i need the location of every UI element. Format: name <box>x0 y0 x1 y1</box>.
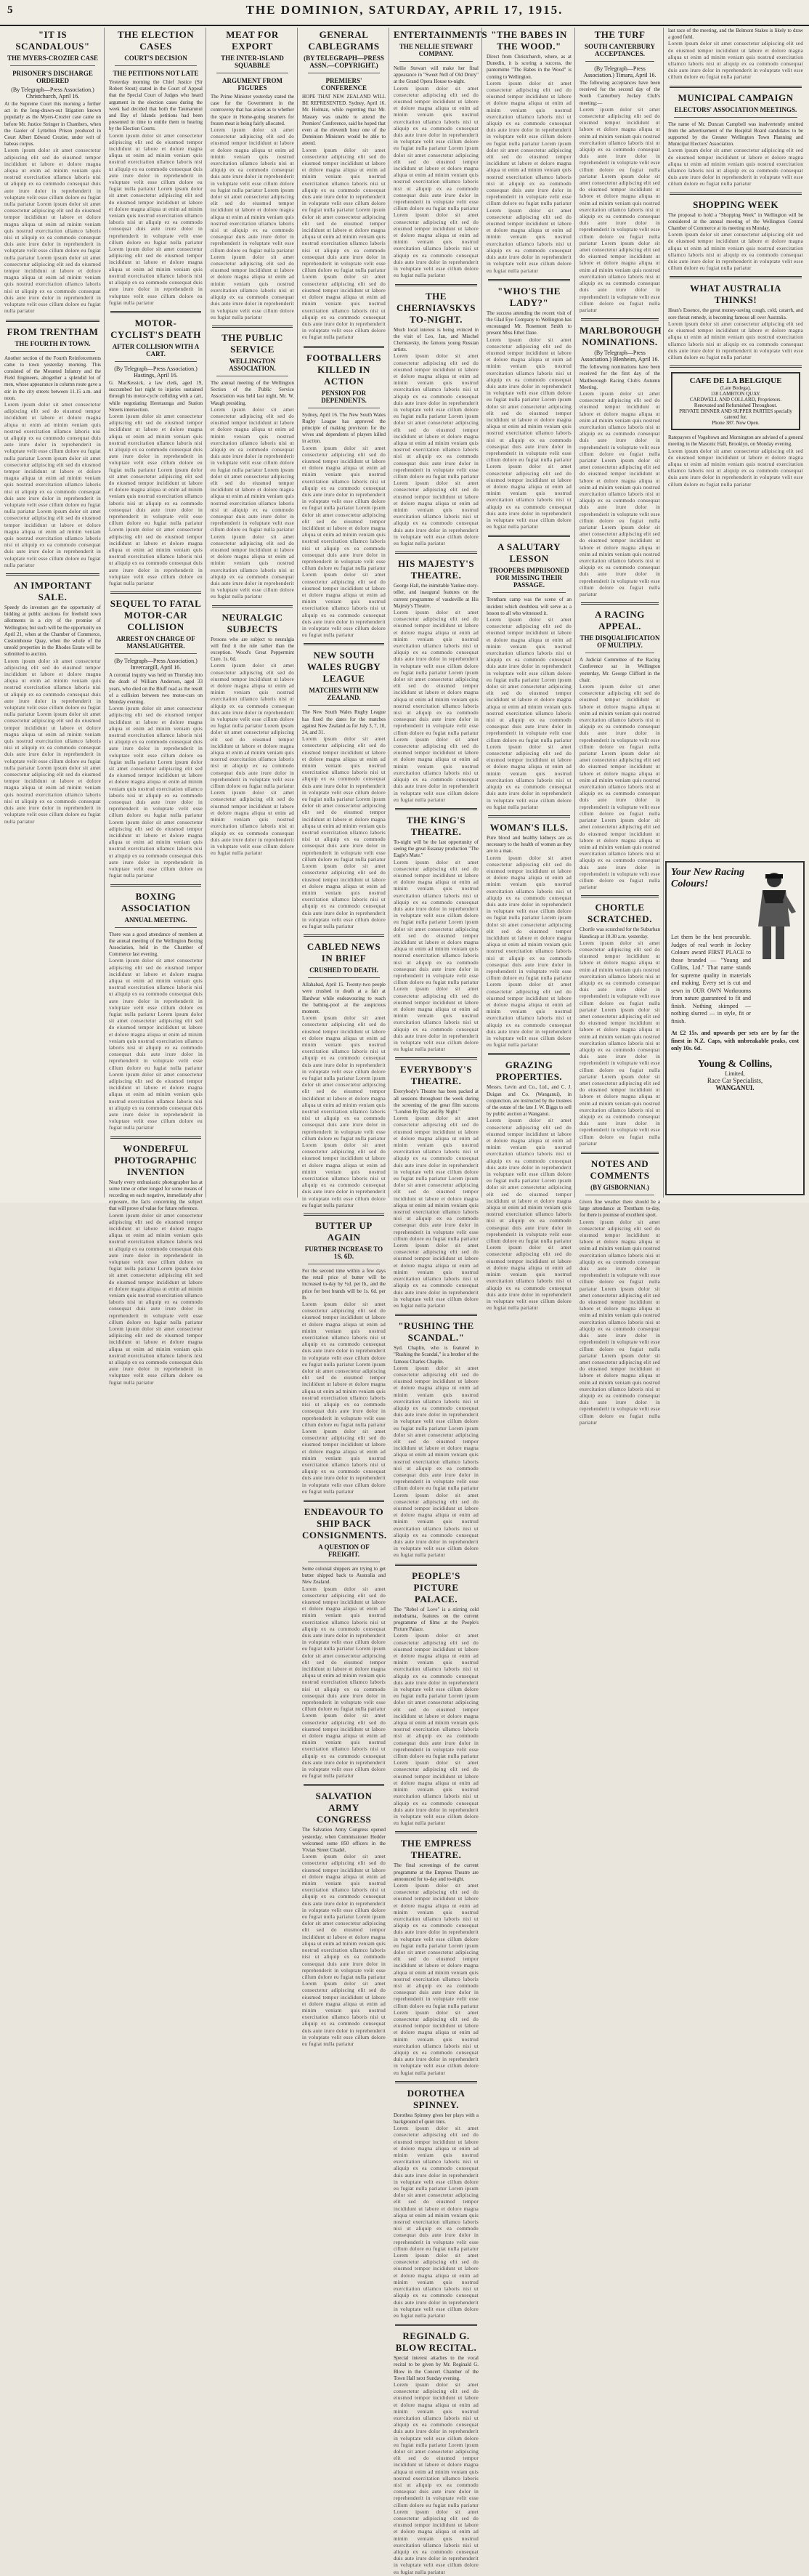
article-subhead-2: PRISONER'S DISCHARGE ORDERED <box>12 70 93 84</box>
article <box>394 815 479 1054</box>
article-subhead: THE DISQUALIFICATION OF MULTIPLY. <box>580 634 660 650</box>
article <box>4 580 101 825</box>
article <box>302 1790 386 2048</box>
body-texture: Lorem ipsum dolor sit amet consectetur adipiscing elit sed do eiusmod tempor incididunt ut labore et dolore magna aliqua ut enim ad minim veniam quis nostrud exercitation ullamco laboris nisi ut aliquip ex ea commodo consequat duis aute irure dolor in reprehenderit in voluptate velit esse cillum dolore eu fugiat nulla pariatur Lorem ipsum dolor sit amet consectetur adipiscing elit sed do eiusmod tempor incididunt ut labore et dolore magna aliqua ut enim ad minim veniam quis nostrud exercitation ullamco laboris nisi ut aliquip ex ea commodo consequat duis aute irure dolor in reprehenderit in voluptate velit esse cillum dolore eu fugiat nulla pariatur Lorem ipsum dolor sit amet consectetur adipiscing elit sed do eiusmod tempor incididunt ut labore et dolore magna aliqua ut enim ad minim veniam quis nostrud exercitation ullamco laboris nisi ut aliquip ex ea commodo consequat duis aute irure dolor in reprehenderit in voluptate velit esse cillum dolore eu fugiat nulla pariatur <box>487 336 572 530</box>
rule <box>308 977 380 978</box>
masthead <box>0 0 809 26</box>
article-headline: WONDERFUL PHOTOGRAPHIC INVENTION <box>114 1142 198 1177</box>
article-subhead: (BY TELEGRAPH—PRESS ASSN.—COPYRIGHT.) <box>304 54 384 69</box>
article-divider <box>395 1057 477 1059</box>
column-6 <box>484 28 575 1312</box>
body-texture: Lorem ipsum dolor sit amet consectetur adipiscing elit sed do eiusmod tempor incididunt ut labore et dolore magna aliqua ut enim ad minim veniam quis nostrud exercitation ullamco laboris nisi ut aliquip ex ea commodo consequat duis aute irure dolor in reprehenderit in voluptate velit esse cillum dolore eu fugiat nulla pariatur <box>668 320 803 360</box>
rule <box>674 117 797 118</box>
article-body: There was a good attendance of members at the annual meeting of the Wellington Boxing Association, held in the Chamber of Commerce last evening. <box>109 931 203 958</box>
article-subhead: COURT'S DECISION <box>124 54 187 62</box>
article-dateline: (By Telegraph—Press Association.) Blenheim, April 16. <box>580 350 659 363</box>
article-headline: THE TURF <box>594 29 646 40</box>
article <box>394 1838 479 2077</box>
article-headline: "RUSHING THE SCANDAL." <box>398 1320 474 1344</box>
article-headline: WOMAN'S ILLS. <box>489 821 569 833</box>
article <box>4 326 101 570</box>
article-divider <box>488 1053 570 1055</box>
article <box>4 29 101 315</box>
column-5 <box>391 28 488 2575</box>
article-divider <box>395 284 477 286</box>
article-divider <box>304 1784 384 1786</box>
rule <box>10 351 95 352</box>
body-texture: Lorem ipsum dolor sit amet consectetur adipiscing elit sed do eiusmod tempor incididunt ut labore et dolore magna aliqua ut enim ad minim veniam quis nostrud exercitation ullamco laboris nisi ut aliquip ex ea commodo consequat duis aute irure dolor in reprehenderit in voluptate velit esse cillum dolore eu fugiat nulla pariatur Lorem ipsum dolor sit amet consectetur adipiscing elit sed do eiusmod tempor incididunt ut labore et dolore magna aliqua ut enim ad minim veniam quis nostrud exercitation ullamco laboris nisi ut aliquip ex ea commodo consequat duis aute irure dolor in reprehenderit in voluptate velit esse cillum dolore eu fugiat nulla pariatur Lorem ipsum dolor sit amet consectetur adipiscing elit sed do eiusmod tempor incididunt ut labore et dolore magna aliqua ut enim ad minim veniam quis nostrud exercitation ullamco laboris nisi ut aliquip ex ea commodo consequat duis aute irure dolor in reprehenderit in voluptate velit esse cillum dolore eu fugiat nulla pariatur <box>394 1633 479 1827</box>
article-body: Pure blood and healthy kidneys are as necessary to the health of women as they are to a man. <box>487 834 572 855</box>
article-body: The New South Wales Rugby League has fixed the dates for the matches against New Zealand as for July 3, 7, 10, 24, and 31. <box>302 709 386 736</box>
article <box>394 558 479 804</box>
article-body: For the second time within a few days the retail price of butter will be increased to-day by ½d. per lb., and the price for best brands will be 1s. 6d. per lb. <box>302 1268 386 1301</box>
article <box>668 92 803 188</box>
article-subhead: PENSION FOR DEPENDENTS. <box>321 389 367 404</box>
article-dateline: (By Telegraph—Press Association.) Hastings, April 16. <box>114 365 198 379</box>
cafe-ad-sub: (Late Bodega), <box>720 385 751 392</box>
article-divider <box>395 808 477 810</box>
article-subhead: ARREST ON CHARGE OF MANSLAUGHTER. <box>116 635 195 650</box>
body-texture: Lorem ipsum dolor sit amet consectetur adipiscing elit sed do eiusmod tempor incididunt ut labore et dolore magna aliqua ut enim ad minim veniam quis nostrud exercitation ullamco laboris nisi ut aliquip ex ea commodo consequat duis aute irure dolor in reprehenderit in voluptate velit esse cillum dolore eu fugiat nulla pariatur Lorem ipsum dolor sit amet consectetur adipiscing elit sed do eiusmod tempor incididunt ut labore et dolore magna aliqua ut enim ad minim veniam quis nostrud exercitation ullamco laboris nisi ut aliquip ex ea commodo consequat duis aute irure dolor in reprehenderit in voluptate velit esse cillum dolore eu fugiat nulla pariatur Lorem ipsum dolor sit amet consectetur adipiscing elit sed do eiusmod tempor incididunt ut labore et dolore magna aliqua ut enim ad minim veniam quis nostrud exercitation ullamco laboris nisi ut aliquip ex ea commodo consequat duis aute irure dolor in reprehenderit in voluptate velit esse cillum dolore eu fugiat nulla pariatur <box>580 684 661 891</box>
cafe-ad-phone: Phone 387. Now Open. <box>712 420 760 427</box>
article-headline: ENDEAVOUR TO SHIP BACK CONSIGNMENTS. <box>302 1506 387 1541</box>
article-body: Persons who are subject to neuralgia will find it the rule rather than the exception. Wood's Great Peppermint Cure. 1s. 6d. <box>211 636 294 663</box>
body-texture: Lorem ipsum dolor sit amet consectetur adipiscing elit sed do eiusmod tempor incididunt ut labore et dolore magna aliqua ut enim ad minim veniam quis nostrud exercitation ullamco laboris nisi ut aliquip ex ea commodo consequat duis aute irure dolor in reprehenderit in voluptate velit esse cillum dolore eu fugiat nulla pariatur Lorem ipsum dolor sit amet consectetur adipiscing elit sed do eiusmod tempor incididunt ut labore et dolore magna aliqua ut enim ad minim veniam quis nostrud exercitation ullamco laboris nisi ut aliquip ex ea commodo consequat duis aute irure dolor in reprehenderit in voluptate velit esse cillum dolore eu fugiat nulla pariatur Lorem ipsum dolor sit amet consectetur adipiscing elit sed do eiusmod tempor incididunt ut labore et dolore magna aliqua ut enim ad minim veniam quis nostrud exercitation ullamco laboris nisi ut aliquip ex ea commodo consequat duis aute irure dolor in reprehenderit in voluptate velit esse cillum dolore eu fugiat nulla pariatur <box>302 1854 386 2047</box>
article-body: Sydney, April 16. The New South Wales Rugby League has approved the principle of making provision for the wives and dependents of players killed in action. <box>302 411 386 445</box>
ad-heading: Your New Racing Colours! <box>671 867 745 889</box>
body-texture: Lorem ipsum dolor sit amet consectetur adipiscing elit sed do eiusmod tempor incididunt ut labore et dolore magna aliqua ut enim ad minim veniam quis nostrud exercitation ullamco laboris nisi ut aliquip ex ea commodo consequat duis aute irure dolor in reprehenderit in voluptate velit esse cillum dolore eu fugiat nulla pariatur Lorem ipsum dolor sit amet consectetur adipiscing elit sed do eiusmod tempor incididunt ut labore et dolore magna aliqua ut enim ad minim veniam quis nostrud exercitation ullamco laboris nisi ut aliquip ex ea commodo consequat duis aute irure dolor in reprehenderit in voluptate velit esse cillum dolore eu fugiat nulla pariatur Lorem ipsum dolor sit amet consectetur adipiscing elit sed do eiusmod tempor incididunt ut labore et dolore magna aliqua ut enim ad minim veniam quis nostrud exercitation ullamco laboris nisi ut aliquip ex ea commodo consequat duis aute irure dolor in reprehenderit in voluptate velit esse cillum dolore eu fugiat nulla pariatur <box>487 855 572 1049</box>
article-headline: MUNICIPAL CAMPAIGN <box>678 92 794 103</box>
body-texture: Lorem ipsum dolor sit amet consectetur adipiscing elit sed do eiusmod tempor incididunt ut labore et dolore magna aliqua ut enim ad minim veniam quis nostrud exercitation ullamco laboris nisi ut aliquip ex ea commodo consequat duis aute irure dolor in reprehenderit in voluptate velit esse cillum dolore eu fugiat nulla pariatur Lorem ipsum dolor sit amet consectetur adipiscing elit sed do eiusmod tempor incididunt ut labore et dolore magna aliqua ut enim ad minim veniam quis nostrud exercitation ullamco laboris nisi ut aliquip ex ea commodo consequat duis aute irure dolor in reprehenderit in voluptate velit esse cillum dolore eu fugiat nulla pariatur Lorem ipsum dolor sit amet consectetur adipiscing elit sed do eiusmod tempor incididunt ut labore et dolore magna aliqua ut enim ad minim veniam quis nostrud exercitation ullamco laboris nisi ut aliquip ex ea commodo consequat duis aute irure dolor in reprehenderit in voluptate velit esse cillum dolore eu fugiat nulla pariatur <box>580 940 661 1147</box>
article-headline: BOXING ASSOCIATION <box>121 890 191 913</box>
article-headline: FOOTBALLERS KILLED IN ACTION <box>306 352 382 387</box>
cafe-ad-line: Renovated and Refurnished Throughout. <box>694 403 778 409</box>
article-body: The annual meeting of the Wellington Section of the Public Service Association was held last night, Mr. W. Waugh presiding. <box>211 379 294 406</box>
article-subhead: WELLINGTON ASSOCIATION. <box>229 357 276 372</box>
article-divider <box>110 1136 201 1139</box>
article-subhead: A QUESTION OF FREIGHT. <box>318 1543 370 1558</box>
article <box>394 1320 479 1559</box>
article-headline: A RACING APPEAL. <box>595 609 645 632</box>
article-body: The proposal to hold a "Shopping Week" in Wellington will be considered at the annual meeting of the Wellington Central Chamber of Commerce at its meeting on Monday. <box>668 211 803 232</box>
article-divider <box>304 1214 384 1216</box>
body-texture: Lorem ipsum dolor sit amet consectetur adipiscing elit sed do eiusmod tempor incididunt ut labore et dolore magna aliqua ut enim ad minim veniam quis nostrud exercitation ullamco laboris nisi ut aliquip ex ea commodo consequat duis aute irure dolor in reprehenderit in voluptate velit esse cillum dolore eu fugiat nulla pariatur Lorem ipsum dolor sit amet consectetur adipiscing elit sed do eiusmod tempor incididunt ut labore et dolore magna aliqua ut enim ad minim veniam quis nostrud exercitation ullamco laboris nisi ut aliquip ex ea commodo consequat duis aute irure dolor in reprehenderit in voluptate velit esse cillum dolore eu fugiat nulla pariatur Lorem ipsum dolor sit amet consectetur adipiscing elit sed do eiusmod tempor incididunt ut labore et dolore magna aliqua ut enim ad minim veniam quis nostrud exercitation ullamco laboris nisi ut aliquip ex ea commodo consequat duis aute irure dolor in reprehenderit in voluptate velit esse cillum dolore eu fugiat nulla pariatur <box>580 1219 661 1426</box>
article-divider <box>212 605 293 607</box>
article-divider <box>581 318 659 320</box>
article-divider <box>110 884 201 887</box>
article-subhead-2: PREMIERS' CONFERENCE <box>320 77 367 92</box>
article-headline: GENERAL CABLEGRAMS <box>308 29 380 52</box>
article-body: Allahabad, April 15. Twenty-two people were crushed to death at a fair at Hardwar while endeavouring to reach the bathing-pool at the auspicious moment. <box>302 982 386 1014</box>
ad-firm-specialists: Race Car Specialists, <box>707 1076 763 1084</box>
article-subhead: THE INTER-ISLAND SQUABBLE <box>221 54 284 69</box>
article-headline: A SALUTARY LESSON <box>497 541 561 565</box>
article-subhead: THE FOURTH IN TOWN. <box>15 339 91 347</box>
body-texture: Lorem ipsum dolor sit amet consectetur adipiscing elit sed do eiusmod tempor incididunt ut labore et dolore magna aliqua ut enim ad minim veniam quis nostrud exercitation ullamco laboris nisi ut aliquip ex ea commodo consequat duis aute irure dolor in reprehenderit in voluptate velit esse cillum dolore eu fugiat nulla pariatur Lorem ipsum dolor sit amet consectetur adipiscing elit sed do eiusmod tempor incididunt ut labore et dolore magna aliqua ut enim ad minim veniam quis nostrud exercitation ullamco laboris nisi ut aliquip ex ea commodo consequat duis aute irure dolor in reprehenderit in voluptate velit esse cillum dolore eu fugiat nulla pariatur Lorem ipsum dolor sit amet consectetur adipiscing elit sed do eiusmod tempor incididunt ut labore et dolore magna aliqua ut enim ad minim veniam quis nostrud exercitation ullamco laboris nisi ut aliquip ex ea commodo consequat duis aute irure dolor in reprehenderit in voluptate velit esse cillum dolore eu fugiat nulla pariatur <box>109 958 203 1131</box>
article-body: Messrs. Levin and Co., Ltd., and C. J. Duigan and Co. (Wanganui), in conjunction, are instructed by the trustees of the estate of the late J. W. Biggs to sell by public auction at Wanganui. <box>487 1084 572 1118</box>
article-body: Ratepayers of Vogeltown and Mornington are advised of a general meeting in the Masonic Hall, Brooklyn, on Monday evening. <box>668 435 803 448</box>
article <box>487 29 572 275</box>
article-headline: THE ELECTION CASES <box>117 29 195 52</box>
article-body: The name of Mr. Duncan Campbell was inadvertently omitted from the advertisement of the Hospital Board candidates to be supported by the Greater Wellington Town Planning and Municipal Electors' Association. <box>668 121 803 148</box>
article-subhead-2: THE PETITIONS NOT LATE <box>113 70 199 77</box>
article-body: The Prime Minister yesterday stated the case for the Government in the controversy that has arisen as to whether the space in Home-going steamers for frozen meat is being fairly allocated. <box>211 94 294 126</box>
article <box>394 29 488 280</box>
body-texture: Lorem ipsum dolor sit amet consectetur adipiscing elit sed do eiusmod tempor incididunt ut labore et dolore magna aliqua ut enim ad minim veniam quis nostrud exercitation ullamco laboris nisi ut aliquip ex ea commodo consequat duis aute irure dolor in reprehenderit in voluptate velit esse cillum dolore eu fugiat nulla pariatur Lorem ipsum dolor sit amet consectetur adipiscing elit sed do eiusmod tempor incididunt ut labore et dolore magna aliqua ut enim ad minim veniam quis nostrud exercitation ullamco laboris nisi ut aliquip ex ea commodo consequat duis aute irure dolor in reprehenderit in voluptate velit esse cillum dolore eu fugiat nulla pariatur Lorem ipsum dolor sit amet consectetur adipiscing elit sed do eiusmod tempor incididunt ut labore et dolore magna aliqua ut enim ad minim veniam quis nostrud exercitation ullamco laboris nisi ut aliquip ex ea commodo consequat duis aute irure dolor in reprehenderit in voluptate velit esse cillum dolore eu fugiat nulla pariatur <box>302 1586 386 1780</box>
ad-body: Let them be the best procurable. Judges of real worth in Jockey Colours award FIRST PLACE to those branded — "Young and Collins, Ltd." That name stands for supreme quality in materials and making. Every set is cut and sewn in OUR OWN Workrooms from nature guaranteed to fit and finish. Nothing skimped — nothing slurred — in style, fit or finish. <box>671 934 751 1025</box>
column-1 <box>1 28 105 1198</box>
jockey-illustration-icon <box>747 868 797 963</box>
article-headline: CABLED NEWS IN BRIEF <box>306 941 381 964</box>
article-subhead: SOUTH CANTERBURY ACCEPTANCES. <box>585 43 655 57</box>
body-texture: Lorem ipsum dolor sit amet consectetur adipiscing elit sed do eiusmod tempor incididunt ut labore et dolore magna aliqua ut enim ad minim veniam quis nostrud exercitation ullamco laboris nisi ut aliquip ex ea commodo consequat duis aute irure dolor in reprehenderit in voluptate velit esse cillum dolore eu fugiat nulla pariatur Lorem ipsum dolor sit amet consectetur adipiscing elit sed do eiusmod tempor incididunt ut labore et dolore magna aliqua ut enim ad minim veniam quis nostrud exercitation ullamco laboris nisi ut aliquip ex ea commodo consequat duis aute irure dolor in reprehenderit in voluptate velit esse cillum dolore eu fugiat nulla pariatur Lorem ipsum dolor sit amet consectetur adipiscing elit sed do eiusmod tempor incididunt ut labore et dolore magna aliqua ut enim ad minim veniam quis nostrud exercitation ullamco laboris nisi ut aliquip ex ea commodo consequat duis aute irure dolor in reprehenderit in voluptate velit esse cillum dolore eu fugiat nulla pariatur <box>302 736 386 929</box>
article-body: Trentham camp was the scene of an incident which doubtless will serve as a lesson to all who witnessed it. <box>487 597 572 616</box>
article <box>211 612 294 857</box>
article-divider <box>488 535 570 537</box>
article <box>109 1143 203 1386</box>
article-body: Yesterday morning the Chief Justice (Sir Robert Stout) stated in the Court of Appeal that the Special Court of Judges who heard argument in the election cases during the week had decided that both the Taumarunui and Bay of Islands petitions had been presented in time to entitle them to hearing by the Election Courts. <box>109 79 203 132</box>
article-divider <box>581 895 659 897</box>
rule <box>115 361 197 362</box>
article-body: Dorothea Spinney gives her plays with a background of quiet tints. <box>394 2112 479 2125</box>
body-texture: Lorem ipsum dolor sit amet consectetur adipiscing elit sed do eiusmod tempor incididunt ut labore et dolore magna aliqua ut enim ad minim veniam quis nostrud exercitation ullamco laboris nisi ut aliquip ex ea commodo consequat duis aute irure dolor in reprehenderit in voluptate velit esse cillum dolore eu fugiat nulla pariatur Lorem ipsum dolor sit amet consectetur adipiscing elit sed do eiusmod tempor incididunt ut labore et dolore magna aliqua ut enim ad minim veniam quis nostrud exercitation ullamco laboris nisi ut aliquip ex ea commodo consequat duis aute irure dolor in reprehenderit in voluptate velit esse cillum dolore eu fugiat nulla pariatur Lorem ipsum dolor sit amet consectetur adipiscing elit sed do eiusmod tempor incididunt ut labore et dolore magna aliqua ut enim ad minim veniam quis nostrud exercitation ullamco laboris nisi ut aliquip ex ea commodo consequat duis aute irure dolor in reprehenderit in voluptate velit esse cillum dolore eu fugiat nulla pariatur <box>394 1115 479 1309</box>
body-texture: Lorem ipsum dolor sit amet consectetur adipiscing elit sed do eiusmod tempor incididunt ut labore et dolore magna aliqua ut enim ad minim veniam quis nostrud exercitation ullamco laboris nisi ut aliquip ex ea commodo consequat duis aute irure dolor in reprehenderit in voluptate velit esse cillum dolore eu fugiat nulla pariatur Lorem ipsum dolor sit amet consectetur adipiscing elit sed do eiusmod tempor incididunt ut labore et dolore magna aliqua ut enim ad minim veniam quis nostrud exercitation ullamco laboris nisi ut aliquip ex ea commodo consequat duis aute irure dolor in reprehenderit in voluptate velit esse cillum dolore eu fugiat nulla pariatur Lorem ipsum dolor sit amet consectetur adipiscing elit sed do eiusmod tempor incididunt ut labore et dolore magna aliqua ut enim ad minim veniam quis nostrud exercitation ullamco laboris nisi ut aliquip ex ea commodo consequat duis aute irure dolor in reprehenderit in voluptate velit esse cillum dolore eu fugiat nulla pariatur <box>487 617 572 810</box>
body-texture: Lorem ipsum dolor sit amet consectetur adipiscing elit sed do eiusmod tempor incididunt ut labore et dolore magna aliqua ut enim ad minim veniam quis nostrud exercitation ullamco laboris nisi ut aliquip ex ea commodo consequat duis aute irure dolor in reprehenderit in voluptate velit esse cillum dolore eu fugiat nulla pariatur Lorem ipsum dolor sit amet consectetur adipiscing elit sed do eiusmod tempor incididunt ut labore et dolore magna aliqua ut enim ad minim veniam quis nostrud exercitation ullamco laboris nisi ut aliquip ex ea commodo consequat duis aute irure dolor in reprehenderit in voluptate velit esse cillum dolore eu fugiat nulla pariatur Lorem ipsum dolor sit amet consectetur adipiscing elit sed do eiusmod tempor incididunt ut labore et dolore magna aliqua ut enim ad minim veniam quis nostrud exercitation ullamco laboris nisi ut aliquip ex ea commodo consequat duis aute irure dolor in reprehenderit in voluptate velit esse cillum dolore eu fugiat nulla pariatur <box>394 1365 479 1559</box>
article-headline: THE EMPRESS THEATRE. <box>400 1838 472 1861</box>
article-divider <box>670 86 802 88</box>
article-body: Much local interest is being evinced in the visit of Leo, Jan, and Mischel Cherniavsky, the famous young Russian artists. <box>394 326 479 353</box>
article <box>668 435 803 488</box>
rule <box>308 705 380 706</box>
cafe-ad-name: CAFE DE LA BELGIQUE <box>689 376 782 386</box>
column-3 <box>208 28 298 1198</box>
article <box>394 2330 479 2576</box>
article-divider <box>488 815 570 817</box>
article-divider <box>6 320 99 322</box>
body-texture: Lorem ipsum dolor sit amet consectetur adipiscing elit sed do eiusmod tempor incididunt ut labore et dolore magna aliqua ut enim ad minim veniam quis nostrud exercitation ullamco laboris nisi ut aliquip ex ea commodo consequat duis aute irure dolor in reprehenderit in voluptate velit esse cillum dolore eu fugiat nulla pariatur Lorem ipsum dolor sit amet consectetur adipiscing elit sed do eiusmod tempor incididunt ut labore et dolore magna aliqua ut enim ad minim veniam quis nostrud exercitation ullamco laboris nisi ut aliquip ex ea commodo consequat duis aute irure dolor in reprehenderit in voluptate velit esse cillum dolore eu fugiat nulla pariatur Lorem ipsum dolor sit amet consectetur adipiscing elit sed do eiusmod tempor incididunt ut labore et dolore magna aliqua ut enim ad minim veniam quis nostrud exercitation ullamco laboris nisi ut aliquip ex ea commodo consequat duis aute irure dolor in reprehenderit in voluptate velit esse cillum dolore eu fugiat nulla pariatur <box>394 610 479 803</box>
article-divider <box>395 1314 477 1316</box>
rule <box>115 927 197 928</box>
article-body: At the Supreme Court this morning a further act in the long-drawn-out litigation known popularly as the Myers-Crozier case came on before Mr. Justice Stringer in Chambers, when the Gaoler of Lyttelton Prison produced in Court Albert Edward Crozier, under writ of habeas corpus. <box>4 101 101 148</box>
body-texture: Lorem ipsum dolor sit amet consectetur adipiscing elit sed do eiusmod tempor incididunt ut labore et dolore magna aliqua ut enim ad minim veniam quis nostrud exercitation ullamco laboris nisi ut aliquip ex ea commodo consequat duis aute irure dolor in reprehenderit in voluptate velit esse cillum dolore eu fugiat nulla pariatur Lorem ipsum dolor sit amet consectetur adipiscing elit sed do eiusmod tempor incididunt ut labore et dolore magna aliqua ut enim ad minim veniam quis nostrud exercitation ullamco laboris nisi ut aliquip ex ea commodo consequat duis aute irure dolor in reprehenderit in voluptate velit esse cillum dolore eu fugiat nulla pariatur Lorem ipsum dolor sit amet consectetur adipiscing elit sed do eiusmod tempor incididunt ut labore et dolore magna aliqua ut enim ad minim veniam quis nostrud exercitation ullamco laboris nisi ut aliquip ex ea commodo consequat duis aute irure dolor in reprehenderit in voluptate velit esse cillum dolore eu fugiat nulla pariatur <box>580 106 661 313</box>
article <box>394 291 479 548</box>
article-subhead: THE NELLIE STEWART COMPANY. <box>399 43 473 57</box>
article <box>394 1570 479 1828</box>
article-headline: SHOPPING WEEK <box>693 198 778 210</box>
article-headline: MEAT FOR EXPORT <box>226 29 279 52</box>
article-body: Nellie Stewart will make her final appearance in "Sweet Nell of Old Drury" at the Grand Opera House to-night. <box>394 65 479 85</box>
cafe-ad <box>671 372 800 430</box>
article-headline: MOTOR-CYCLIST'S DEATH <box>110 317 201 340</box>
article-headline: THE CHERNIAVSKYS TO-NIGHT. <box>396 290 476 325</box>
article-divider <box>304 1500 384 1502</box>
article-headline: WHAT AUSTRALIA THINKS! <box>689 283 782 306</box>
article-headline: HIS MAJESTY'S THEATRE. <box>397 558 475 581</box>
article-divider <box>395 2324 477 2326</box>
article <box>668 283 803 361</box>
article-body: Some colonial shippers are trying to get butter shipped back to Australia and New Zealand. <box>302 1565 386 1586</box>
body-texture: Lorem ipsum dolor sit amet consectetur adipiscing elit sed do eiusmod tempor incididunt ut labore et dolore magna aliqua ut enim ad minim veniam quis nostrud exercitation ullamco laboris nisi ut aliquip ex ea commodo consequat duis aute irure dolor in reprehenderit in voluptate velit esse cillum dolore eu fugiat nulla pariatur Lorem ipsum dolor sit amet consectetur adipiscing elit sed do eiusmod tempor incididunt ut labore et dolore magna aliqua ut enim ad minim veniam quis nostrud exercitation ullamco laboris nisi ut aliquip ex ea commodo consequat duis aute irure dolor in reprehenderit in voluptate velit esse cillum dolore eu fugiat nulla pariatur Lorem ipsum dolor sit amet consectetur adipiscing elit sed do eiusmod tempor incididunt ut labore et dolore magna aliqua ut enim ad minim veniam quis nostrud exercitation ullamco laboris nisi ut aliquip ex ea commodo consequat duis aute irure dolor in reprehenderit in voluptate velit esse cillum dolore eu fugiat nulla pariatur <box>211 663 294 857</box>
article-headline: GRAZING PROPERTIES. <box>495 1059 563 1083</box>
article-body: Everybody's Theatre has been packed at all sessions throughout the week during the screening of the great film success "London By Day and By Night." <box>394 1089 479 1115</box>
article <box>668 28 803 81</box>
body-texture: Lorem ipsum dolor sit amet consectetur adipiscing elit sed do eiusmod tempor incididunt ut labore et dolore magna aliqua ut enim ad minim veniam quis nostrud exercitation ullamco laboris nisi ut aliquip ex ea commodo consequat duis aute irure dolor in reprehenderit in voluptate velit esse cillum dolore eu fugiat nulla pariatur <box>668 232 803 272</box>
column-2 <box>106 28 206 1386</box>
page-number: 5 <box>7 4 13 16</box>
article-body: The "Rebel of Love" is a stirring cold melodrama, features on the current programme of films at the People's Picture Palace. <box>394 1606 479 1633</box>
article-subhead: ANNUAL MEETING. <box>124 916 187 924</box>
article-headline: BUTTER UP AGAIN <box>315 1220 373 1243</box>
cafe-ad-addr: 138 LAMBTON QUAY. <box>710 391 761 397</box>
article-dateline: (By Telegraph—Press Association.) Christchurch, April 16. <box>11 86 94 100</box>
article-subhead: FURTHER INCREASE TO 1S. 6D. <box>304 1245 383 1261</box>
article <box>211 332 294 601</box>
article-subhead-2: ARGUMENT FROM FIGURES <box>221 77 283 92</box>
body-texture: Lorem ipsum dolor sit amet consectetur adipiscing elit sed do eiusmod tempor incididunt ut labore et dolore magna aliqua ut enim ad minim veniam quis nostrud exercitation ullamco laboris nisi ut aliquip ex ea commodo consequat duis aute irure dolor in reprehenderit in voluptate velit esse cillum dolore eu fugiat nulla pariatur Lorem ipsum dolor sit amet consectetur adipiscing elit sed do eiusmod tempor incididunt ut labore et dolore magna aliqua ut enim ad minim veniam quis nostrud exercitation ullamco laboris nisi ut aliquip ex ea commodo consequat duis aute irure dolor in reprehenderit in voluptate velit esse cillum dolore eu fugiat nulla pariatur Lorem ipsum dolor sit amet consectetur adipiscing elit sed do eiusmod tempor incididunt ut labore et dolore magna aliqua ut enim ad minim veniam quis nostrud exercitation ullamco laboris nisi ut aliquip ex ea commodo consequat duis aute irure dolor in reprehenderit in voluptate velit esse cillum dolore eu fugiat nulla pariatur <box>109 413 203 586</box>
article-body: Special interest attaches to the vocal recital to be given by Mr. Reginald G. Blow in the Concert Chamber of the Town Hall next Sunday evening. <box>394 2355 479 2381</box>
article-headline: SALVATION ARMY CONGRESS <box>315 1790 373 1825</box>
article <box>109 29 203 307</box>
article-headline: THE PUBLIC SERVICE <box>221 331 283 355</box>
cafe-ad-dinner: PRIVATE DINNER AND SUPPER PARTIES specially catered for. <box>679 408 792 421</box>
body-texture: Lorem ipsum dolor sit amet consectetur adipiscing elit sed do eiusmod tempor incididunt ut labore et dolore magna aliqua ut enim ad minim veniam quis nostrud exercitation ullamco laboris nisi ut aliquip ex ea commodo consequat duis aute irure dolor in reprehenderit in voluptate velit esse cillum dolore eu fugiat nulla pariatur Lorem ipsum dolor sit amet consectetur adipiscing elit sed do eiusmod tempor incididunt ut labore et dolore magna aliqua ut enim ad minim veniam quis nostrud exercitation ullamco laboris nisi ut aliquip ex ea commodo consequat duis aute irure dolor in reprehenderit in voluptate velit esse cillum dolore eu fugiat nulla pariatur Lorem ipsum dolor sit amet consectetur adipiscing elit sed do eiusmod tempor incididunt ut labore et dolore magna aliqua ut enim ad minim veniam quis nostrud exercitation ullamco laboris nisi ut aliquip ex ea commodo consequat duis aute irure dolor in reprehenderit in voluptate velit esse cillum dolore eu fugiat nulla pariatur <box>211 127 294 320</box>
article-body: Nearly every enthusiastic photographer has at some time or other longed for some means of recording on each negative, immediately after exposure, the facts concerning the subject that will prove of value for future reference. <box>109 1179 203 1212</box>
article <box>109 318 203 587</box>
body-texture: Lorem ipsum dolor sit amet consectetur adipiscing elit sed do eiusmod tempor incididunt ut labore et dolore magna aliqua ut enim ad minim veniam quis nostrud exercitation ullamco laboris nisi ut aliquip ex ea commodo consequat duis aute irure dolor in reprehenderit in voluptate velit esse cillum dolore eu fugiat nulla pariatur Lorem ipsum dolor sit amet consectetur adipiscing elit sed do eiusmod tempor incididunt ut labore et dolore magna aliqua ut enim ad minim veniam quis nostrud exercitation ullamco laboris nisi ut aliquip ex ea commodo consequat duis aute irure dolor in reprehenderit in voluptate velit esse cillum dolore eu fugiat nulla pariatur Lorem ipsum dolor sit amet consectetur adipiscing elit sed do eiusmod tempor incididunt ut labore et dolore magna aliqua ut enim ad minim veniam quis nostrud exercitation ullamco laboris nisi ut aliquip ex ea commodo consequat duis aute irure dolor in reprehenderit in voluptate velit esse cillum dolore eu fugiat nulla pariatur <box>580 390 661 598</box>
article-headline: "IT IS SCANDALOUS" <box>15 29 90 52</box>
article-headline: NOTES AND COMMENTS <box>590 1158 650 1182</box>
article-divider <box>395 1564 477 1566</box>
article-headline: CHORTLE SCRATCHED. <box>588 902 652 925</box>
article-divider <box>110 311 201 313</box>
article-subhead: (BY GISBORNIAN.) <box>590 1184 649 1192</box>
article <box>487 1059 572 1312</box>
article-body: Hean's Essence, the great money-saving cough, cold, catarrh, and sore throat remedy, is becoming famous all over Australia. <box>668 307 803 320</box>
body-texture: Lorem ipsum dolor sit amet consectetur adipiscing elit sed do eiusmod tempor incididunt ut labore et dolore magna aliqua ut enim ad minim veniam quis nostrud exercitation ullamco laboris nisi ut aliquip ex ea commodo consequat duis aute irure dolor in reprehenderit in voluptate velit esse cillum dolore eu fugiat nulla pariatur Lorem ipsum dolor sit amet consectetur adipiscing elit sed do eiusmod tempor incididunt ut labore et dolore magna aliqua ut enim ad minim veniam quis nostrud exercitation ullamco laboris nisi ut aliquip ex ea commodo consequat duis aute irure dolor in reprehenderit in voluptate velit esse cillum dolore eu fugiat nulla pariatur Lorem ipsum dolor sit amet consectetur adipiscing elit sed do eiusmod tempor incididunt ut labore et dolore magna aliqua ut enim ad minim veniam quis nostrud exercitation ullamco laboris nisi ut aliquip ex ea commodo consequat duis aute irure dolor in reprehenderit in voluptate velit esse cillum dolore eu fugiat nulla pariatur <box>487 80 572 274</box>
article-body: The following acceptances have been received for the second day of the South Canterbury Jockey Club's meeting:— <box>580 80 660 106</box>
article-headline: DOROTHEA SPINNEY. <box>407 2087 466 2110</box>
cafe-ad-props: CARDWELL AND COLLARD, Proprietors. <box>689 397 782 403</box>
rule <box>115 65 197 66</box>
article-divider <box>304 643 384 645</box>
article <box>580 325 660 598</box>
article <box>487 822 572 1049</box>
article-body: Another section of the Fourth Reinforcements came to town yesterday morning. This consisted of the Mounted Infantry and the Field Engineers, altogether a splendid lot of men, whose appearance in column route gave a stir in the city streets between 11.15 a.m. and noon. <box>4 355 101 401</box>
body-texture: Lorem ipsum dolor sit amet consectetur adipiscing elit sed do eiusmod tempor incididunt ut labore et dolore magna aliqua ut enim ad minim veniam quis nostrud exercitation ullamco laboris nisi ut aliquip ex ea commodo consequat duis aute irure dolor in reprehenderit in voluptate velit esse cillum dolore eu fugiat nulla pariatur Lorem ipsum dolor sit amet consectetur adipiscing elit sed do eiusmod tempor incididunt ut labore et dolore magna aliqua ut enim ad minim veniam quis nostrud exercitation ullamco laboris nisi ut aliquip ex ea commodo consequat duis aute irure dolor in reprehenderit in voluptate velit esse cillum dolore eu fugiat nulla pariatur Lorem ipsum dolor sit amet consectetur adipiscing elit sed do eiusmod tempor incididunt ut labore et dolore magna aliqua ut enim ad minim veniam quis nostrud exercitation ullamco laboris nisi ut aliquip ex ea commodo consequat duis aute irure dolor in reprehenderit in voluptate velit esse cillum dolore eu fugiat nulla pariatur <box>487 1118 572 1312</box>
body-texture: Lorem ipsum dolor sit amet consectetur adipiscing elit sed do eiusmod tempor incididunt ut labore et dolore magna aliqua ut enim ad minim veniam quis nostrud exercitation ullamco laboris nisi ut aliquip ex ea commodo consequat duis aute irure dolor in reprehenderit in voluptate velit esse cillum dolore eu fugiat nulla pariatur Lorem ipsum dolor sit amet consectetur adipiscing elit sed do eiusmod tempor incididunt ut labore et dolore magna aliqua ut enim ad minim veniam quis nostrud exercitation ullamco laboris nisi ut aliquip ex ea commodo consequat duis aute irure dolor in reprehenderit in voluptate velit esse cillum dolore eu fugiat nulla pariatur Lorem ipsum dolor sit amet consectetur adipiscing elit sed do eiusmod tempor incididunt ut labore et dolore magna aliqua ut enim ad minim veniam quis nostrud exercitation ullamco laboris nisi ut aliquip ex ea commodo consequat duis aute irure dolor in reprehenderit in voluptate velit esse cillum dolore eu fugiat nulla pariatur <box>211 406 294 600</box>
article <box>580 609 660 891</box>
article-subhead: THE MYERS-CROZIER CASE <box>7 54 99 62</box>
article-headline: REGINALD G. BLOW RECITAL. <box>395 2330 477 2354</box>
body-texture: Lorem ipsum dolor sit amet consectetur adipiscing elit sed do eiusmod tempor incididunt ut labore et dolore magna aliqua ut enim ad minim veniam quis nostrud exercitation ullamco laboris nisi ut aliquip ex ea commodo consequat duis aute irure dolor in reprehenderit in voluptate velit esse cillum dolore eu fugiat nulla pariatur Lorem ipsum dolor sit amet consectetur adipiscing elit sed do eiusmod tempor incididunt ut labore et dolore magna aliqua ut enim ad minim veniam quis nostrud exercitation ullamco laboris nisi ut aliquip ex ea commodo consequat duis aute irure dolor in reprehenderit in voluptate velit esse cillum dolore eu fugiat nulla pariatur Lorem ipsum dolor sit amet consectetur adipiscing elit sed do eiusmod tempor incididunt ut labore et dolore magna aliqua ut enim ad minim veniam quis nostrud exercitation ullamco laboris nisi ut aliquip ex ea commodo consequat duis aute irure dolor in reprehenderit in voluptate velit esse cillum dolore eu fugiat nulla pariatur <box>4 401 101 568</box>
article-body: The final screenings of the current programme at the Empress Theatre are announced for to-day and to-night. <box>394 1862 479 1882</box>
article-body: Speedy do investors get the opportunity of bidding at public auctions for freehold town allotments in a city of the promise of Wellington; but such will be the opportunity on April 21, when at the Chamber of Commerce, Customhouse Quay, when the whole of the unsold properties in the Rhodes Estate will be submitted to auction. <box>4 605 101 658</box>
rule <box>585 61 654 62</box>
article <box>302 1506 386 1780</box>
body-texture: Lorem ipsum dolor sit amet consectetur adipiscing elit sed do eiusmod tempor incididunt ut labore et dolore magna aliqua ut enim ad minim veniam quis nostrud exercitation ullamco laboris nisi ut aliquip ex ea commodo consequat duis aute irure dolor in reprehenderit in voluptate velit esse cillum dolore eu fugiat nulla pariatur <box>668 148 803 187</box>
article <box>580 902 660 1147</box>
article <box>394 1064 479 1309</box>
body-texture: Lorem ipsum dolor sit amet consectetur adipiscing elit sed do eiusmod tempor incididunt ut labore et dolore magna aliqua ut enim ad minim veniam quis nostrud exercitation ullamco laboris nisi ut aliquip ex ea commodo consequat duis aute irure dolor in reprehenderit in voluptate velit esse cillum dolore eu fugiat nulla pariatur Lorem ipsum dolor sit amet consectetur adipiscing elit sed do eiusmod tempor incididunt ut labore et dolore magna aliqua ut enim ad minim veniam quis nostrud exercitation ullamco laboris nisi ut aliquip ex ea commodo consequat duis aute irure dolor in reprehenderit in voluptate velit esse cillum dolore eu fugiat nulla pariatur Lorem ipsum dolor sit amet consectetur adipiscing elit sed do eiusmod tempor incididunt ut labore et dolore magna aliqua ut enim ad minim veniam quis nostrud exercitation ullamco laboris nisi ut aliquip ex ea commodo consequat duis aute irure dolor in reprehenderit in voluptate velit esse cillum dolore eu fugiat nulla pariatur <box>4 148 101 315</box>
body-texture: Lorem ipsum dolor sit amet consectetur adipiscing elit sed do eiusmod tempor incididunt ut labore et dolore magna aliqua ut enim ad minim veniam quis nostrud exercitation ullamco laboris nisi ut aliquip ex ea commodo consequat duis aute irure dolor in reprehenderit in voluptate velit esse cillum dolore eu fugiat nulla pariatur Lorem ipsum dolor sit amet consectetur adipiscing elit sed do eiusmod tempor incididunt ut labore et dolore magna aliqua ut enim ad minim veniam quis nostrud exercitation ullamco laboris nisi ut aliquip ex ea commodo consequat duis aute irure dolor in reprehenderit in voluptate velit esse cillum dolore eu fugiat nulla pariatur Lorem ipsum dolor sit amet consectetur adipiscing elit sed do eiusmod tempor incididunt ut labore et dolore magna aliqua ut enim ad minim veniam quis nostrud exercitation ullamco laboris nisi ut aliquip ex ea commodo consequat duis aute irure dolor in reprehenderit in voluptate velit esse cillum dolore eu fugiat nulla pariatur <box>394 2125 479 2319</box>
body-texture: Lorem ipsum dolor sit amet consectetur adipiscing elit sed do eiusmod tempor incididunt ut labore et dolore magna aliqua ut enim ad minim veniam quis nostrud exercitation ullamco laboris nisi ut aliquip ex ea commodo consequat duis aute irure dolor in reprehenderit in voluptate velit esse cillum dolore eu fugiat nulla pariatur Lorem ipsum dolor sit amet consectetur adipiscing elit sed do eiusmod tempor incididunt ut labore et dolore magna aliqua ut enim ad minim veniam quis nostrud exercitation ullamco laboris nisi ut aliquip ex ea commodo consequat duis aute irure dolor in reprehenderit in voluptate velit esse cillum dolore eu fugiat nulla pariatur Lorem ipsum dolor sit amet consectetur adipiscing elit sed do eiusmod tempor incididunt ut labore et dolore magna aliqua ut enim ad minim veniam quis nostrud exercitation ullamco laboris nisi ut aliquip ex ea commodo consequat duis aute irure dolor in reprehenderit in voluptate velit esse cillum dolore eu fugiat nulla pariatur <box>394 85 479 279</box>
column-4 <box>299 28 389 2047</box>
article-body: The following nominations have been received for the first day of the Marlborough Racing Club's Autumn Meeting. <box>580 364 660 390</box>
article <box>580 1158 660 1426</box>
ad-price: At £2 15s. and upwards per sets are by far the finest in N.Z. Caps, with unbreakable peaks, cost only 10s. 6d. <box>671 1030 799 1051</box>
rule <box>10 65 95 66</box>
article-body: G. MacKessick, a law clerk, aged 19, succumbed last night to injuries sustained through his motor-cycle colliding with a cart, while negotiating Heretaunga and Station Streets intersection. <box>109 379 203 413</box>
article-body: Chortle was scratched for the Suburban Handicap at 10.30 a.m. yesterday. <box>580 926 660 940</box>
body-texture: Lorem ipsum dolor sit amet consectetur adipiscing elit sed do eiusmod tempor incididunt ut labore et dolore magna aliqua ut enim ad minim veniam quis nostrud exercitation ullamco laboris nisi ut aliquip ex ea commodo consequat duis aute irure dolor in reprehenderit in voluptate velit esse cillum dolore eu fugiat nulla pariatur Lorem ipsum dolor sit amet consectetur adipiscing elit sed do eiusmod tempor incididunt ut labore et dolore magna aliqua ut enim ad minim veniam quis nostrud exercitation ullamco laboris nisi ut aliquip ex ea commodo consequat duis aute irure dolor in reprehenderit in voluptate velit esse cillum dolore eu fugiat nulla pariatur Lorem ipsum dolor sit amet consectetur adipiscing elit sed do eiusmod tempor incididunt ut labore et dolore magna aliqua ut enim ad minim veniam quis nostrud exercitation ullamco laboris nisi ut aliquip ex ea commodo consequat duis aute irure dolor in reprehenderit in voluptate velit esse cillum dolore eu fugiat nulla pariatur <box>394 1882 479 2076</box>
article-dateline: (By Telegraph—Press Association.) Timaru, April 16. <box>583 65 656 78</box>
rule <box>399 61 473 62</box>
article-headline: "WHO'S THE LADY?" <box>497 285 561 308</box>
body-texture: Lorem ipsum dolor sit amet consectetur adipiscing elit sed do eiusmod tempor incididunt ut labore et dolore magna aliqua ut enim ad minim veniam quis nostrud exercitation ullamco laboris nisi ut aliquip ex ea commodo consequat duis aute irure dolor in reprehenderit in voluptate velit esse cillum dolore eu fugiat nulla pariatur Lorem ipsum dolor sit amet consectetur adipiscing elit sed do eiusmod tempor incididunt ut labore et dolore magna aliqua ut enim ad minim veniam quis nostrud exercitation ullamco laboris nisi ut aliquip ex ea commodo consequat duis aute irure dolor in reprehenderit in voluptate velit esse cillum dolore eu fugiat nulla pariatur Lorem ipsum dolor sit amet consectetur adipiscing elit sed do eiusmod tempor incididunt ut labore et dolore magna aliqua ut enim ad minim veniam quis nostrud exercitation ullamco laboris nisi ut aliquip ex ea commodo consequat duis aute irure dolor in reprehenderit in voluptate velit esse cillum dolore eu fugiat nulla pariatur <box>302 445 386 639</box>
article-headline: FROM TRENTHAM <box>7 326 99 337</box>
body-texture: Lorem ipsum dolor sit amet consectetur adipiscing elit sed do eiusmod tempor incididunt ut labore et dolore magna aliqua ut enim ad minim veniam quis nostrud exercitation ullamco laboris nisi ut aliquip ex ea commodo consequat duis aute irure dolor in reprehenderit in voluptate velit esse cillum dolore eu fugiat nulla pariatur Lorem ipsum dolor sit amet consectetur adipiscing elit sed do eiusmod tempor incididunt ut labore et dolore magna aliqua ut enim ad minim veniam quis nostrud exercitation ullamco laboris nisi ut aliquip ex ea commodo consequat duis aute irure dolor in reprehenderit in voluptate velit esse cillum dolore eu fugiat nulla pariatur Lorem ipsum dolor sit amet consectetur adipiscing elit sed do eiusmod tempor incididunt ut labore et dolore magna aliqua ut enim ad minim veniam quis nostrud exercitation ullamco laboris nisi ut aliquip ex ea commodo consequat duis aute irure dolor in reprehenderit in voluptate velit esse cillum dolore eu fugiat nulla pariatur <box>394 859 479 1053</box>
article-body: Given fine weather there should be a large attendance at Trentham to-day, for there is promise of excellent sport. <box>580 1199 660 1219</box>
ad-town: WANGANUI. <box>715 1083 755 1091</box>
article-divider <box>488 279 570 281</box>
masthead-title: THE DOMINION, SATURDAY, APRIL 17, 1915. <box>245 3 564 17</box>
article <box>580 29 660 314</box>
rule <box>115 653 197 654</box>
article-divider <box>395 1831 477 1833</box>
article-headline: AN IMPORTANT SALE. <box>13 580 92 602</box>
rule <box>492 592 566 593</box>
article <box>394 2088 479 2319</box>
article-body: Direct from Christchurch, where, as at Dunedin, it is scoring a success, the pantomime "The Babes in the Wood" is coming to Wellington. <box>487 54 572 80</box>
body-texture: Lorem ipsum dolor sit amet consectetur adipiscing elit sed do eiusmod tempor incididunt ut labore et dolore magna aliqua ut enim ad minim veniam quis nostrud exercitation ullamco laboris nisi ut aliquip ex ea commodo consequat duis aute irure dolor in reprehenderit in voluptate velit esse cillum dolore eu fugiat nulla pariatur <box>668 448 803 488</box>
article-dateline: (By Telegraph—Press Association.) Invercargill, April 16. <box>114 658 198 671</box>
article-divider <box>581 1152 659 1154</box>
column-7 <box>577 28 664 1426</box>
article-subhead: ELECTORS' ASSOCIATION MEETINGS. <box>674 105 797 113</box>
article-divider <box>395 552 477 554</box>
body-texture: Lorem ipsum dolor sit amet consectetur adipiscing elit sed do eiusmod tempor incididunt ut labore et dolore magna aliqua ut enim ad minim veniam quis nostrud exercitation ullamco laboris nisi ut aliquip ex ea commodo consequat duis aute irure dolor in reprehenderit in voluptate velit esse cillum dolore eu fugiat nulla pariatur Lorem ipsum dolor sit amet consectetur adipiscing elit sed do eiusmod tempor incididunt ut labore et dolore magna aliqua ut enim ad minim veniam quis nostrud exercitation ullamco laboris nisi ut aliquip ex ea commodo consequat duis aute irure dolor in reprehenderit in voluptate velit esse cillum dolore eu fugiat nulla pariatur Lorem ipsum dolor sit amet consectetur adipiscing elit sed do eiusmod tempor incididunt ut labore et dolore magna aliqua ut enim ad minim veniam quis nostrud exercitation ullamco laboris nisi ut aliquip ex ea commodo consequat duis aute irure dolor in reprehenderit in voluptate velit esse cillum dolore eu fugiat nulla pariatur <box>109 706 203 879</box>
ad-firm-limited: Limited, <box>725 1070 745 1077</box>
article-headline: ENTERTAINMENTS <box>394 29 488 40</box>
article-divider <box>581 602 659 605</box>
article-body: Syd. Chaplin, who is featured in "Rushing the Scandal," is a brother of the famous Charles Chaplin. <box>394 1345 479 1365</box>
article-body: HOPE THAT NEW ZEALAND WILL BE REPRESENTED. Sydney, April 16. Mr. Holman, while regretting that Mr. Massey was unable to attend the Premiers' Conference, said he hoped that even at the eleventh hour one of the Dominion Ministers would be able to attend. <box>302 94 386 147</box>
body-texture: Lorem ipsum dolor sit amet consectetur adipiscing elit sed do eiusmod tempor incididunt ut labore et dolore magna aliqua ut enim ad minim veniam quis nostrud exercitation ullamco laboris nisi ut aliquip ex ea commodo consequat duis aute irure dolor in reprehenderit in voluptate velit esse cillum dolore eu fugiat nulla pariatur Lorem ipsum dolor sit amet consectetur adipiscing elit sed do eiusmod tempor incididunt ut labore et dolore magna aliqua ut enim ad minim veniam quis nostrud exercitation ullamco laboris nisi ut aliquip ex ea commodo consequat duis aute irure dolor in reprehenderit in voluptate velit esse cillum dolore eu fugiat nulla pariatur Lorem ipsum dolor sit amet consectetur adipiscing elit sed do eiusmod tempor incididunt ut labore et dolore magna aliqua ut enim ad minim veniam quis nostrud exercitation ullamco laboris nisi ut aliquip ex ea commodo consequat duis aute irure dolor in reprehenderit in voluptate velit esse cillum dolore eu fugiat nulla pariatur <box>4 658 101 825</box>
article <box>302 941 386 1209</box>
article-body: The Salvation Army Congress opened yesterday, when Commissioner Hodder welcomed some 850 officers in the Vivian Street Citadel. <box>302 1827 386 1854</box>
article-headline: "THE BABES IN THE WOOD." <box>491 29 567 52</box>
body-texture: Lorem ipsum dolor sit amet consectetur adipiscing elit sed do eiusmod tempor incididunt ut labore et dolore magna aliqua ut enim ad minim veniam quis nostrud exercitation ullamco laboris nisi ut aliquip ex ea commodo consequat duis aute irure dolor in reprehenderit in voluptate velit esse cillum dolore eu fugiat nulla pariatur Lorem ipsum dolor sit amet consectetur adipiscing elit sed do eiusmod tempor incididunt ut labore et dolore magna aliqua ut enim ad minim veniam quis nostrud exercitation ullamco laboris nisi ut aliquip ex ea commodo consequat duis aute irure dolor in reprehenderit in voluptate velit esse cillum dolore eu fugiat nulla pariatur Lorem ipsum dolor sit amet consectetur adipiscing elit sed do eiusmod tempor incididunt ut labore et dolore magna aliqua ut enim ad minim veniam quis nostrud exercitation ullamco laboris nisi ut aliquip ex ea commodo consequat duis aute irure dolor in reprehenderit in voluptate velit esse cillum dolore eu fugiat nulla pariatur <box>302 1301 386 1495</box>
article-headline: THE KING'S THEATRE. <box>406 814 466 837</box>
article-subhead: MATCHES WITH NEW ZEALAND. <box>309 687 379 702</box>
article-headline: PEOPLE'S PICTURE PALACE. <box>412 1570 460 1604</box>
article-divider <box>670 366 802 368</box>
article-divider <box>304 934 384 937</box>
article-divider <box>212 326 293 328</box>
article <box>109 598 203 879</box>
body-texture: Lorem ipsum dolor sit amet consectetur adipiscing elit sed do eiusmod tempor incididunt ut labore et dolore magna aliqua ut enim ad minim veniam quis nostrud exercitation ullamco laboris nisi ut aliquip ex ea commodo consequat duis aute irure dolor in reprehenderit in voluptate velit esse cillum dolore eu fugiat nulla pariatur Lorem ipsum dolor sit amet consectetur adipiscing elit sed do eiusmod tempor incididunt ut labore et dolore magna aliqua ut enim ad minim veniam quis nostrud exercitation ullamco laboris nisi ut aliquip ex ea commodo consequat duis aute irure dolor in reprehenderit in voluptate velit esse cillum dolore eu fugiat nulla pariatur Lorem ipsum dolor sit amet consectetur adipiscing elit sed do eiusmod tempor incididunt ut labore et dolore magna aliqua ut enim ad minim veniam quis nostrud exercitation ullamco laboris nisi ut aliquip ex ea commodo consequat duis aute irure dolor in reprehenderit in voluptate velit esse cillum dolore eu fugiat nulla pariatur <box>394 2381 479 2575</box>
article-divider <box>670 276 802 278</box>
article <box>302 352 386 639</box>
article-body: last race of the meeting, and the Belmont Stakes is likely to draw a good field. <box>668 28 803 41</box>
article-body: George Hall, the inimitable Yankee story-teller, and inaugural features on the current programme of vaudeville at His Majesty's Theatre. <box>394 583 479 609</box>
article <box>487 541 572 811</box>
article-headline: EVERYBODY'S THEATRE. <box>400 1064 472 1087</box>
article-headline: SEQUEL TO FATAL MOTOR-CAR COLLISION <box>110 598 202 633</box>
article-subhead: CRUSHED TO DEATH. <box>309 966 378 974</box>
body-texture: Lorem ipsum dolor sit amet consectetur adipiscing elit sed do eiusmod tempor incididunt ut labore et dolore magna aliqua ut enim ad minim veniam quis nostrud exercitation ullamco laboris nisi ut aliquip ex ea commodo consequat duis aute irure dolor in reprehenderit in voluptate velit esse cillum dolore eu fugiat nulla pariatur Lorem ipsum dolor sit amet consectetur adipiscing elit sed do eiusmod tempor incididunt ut labore et dolore magna aliqua ut enim ad minim veniam quis nostrud exercitation ullamco laboris nisi ut aliquip ex ea commodo consequat duis aute irure dolor in reprehenderit in voluptate velit esse cillum dolore eu fugiat nulla pariatur Lorem ipsum dolor sit amet consectetur adipiscing elit sed do eiusmod tempor incididunt ut labore et dolore magna aliqua ut enim ad minim veniam quis nostrud exercitation ullamco laboris nisi ut aliquip ex ea commodo consequat duis aute irure dolor in reprehenderit in voluptate velit esse cillum dolore eu fugiat nulla pariatur <box>394 353 479 546</box>
article-body: A Judicial Committee of the Racing Conference sat in Wellington yesterday, Mr. George Clifford in the chair. <box>580 657 660 683</box>
ad-firm: Young & Collins, <box>697 1058 773 1070</box>
article-headline: NEURALGIC SUBJECTS <box>221 611 283 634</box>
article <box>211 29 294 321</box>
column-8 <box>665 28 806 856</box>
article-body: A coronial inquiry was held on Thursday into the death of William Anderson, aged 33 years, who died on the Bluff road as the result of a collision between two motor-cars on Monday evening. <box>109 672 203 706</box>
article-subhead: AFTER COLLISION WITH A CART. <box>112 342 200 358</box>
article <box>109 891 203 1132</box>
article-divider <box>304 346 384 348</box>
article-headline: MARLBOROUGH NOMINATIONS. <box>580 325 662 348</box>
article-body: To-night will be the last opportunity of seeing the great Essanay production "The Eagle's Mate." <box>394 839 479 859</box>
article <box>302 1220 386 1495</box>
article <box>668 199 803 272</box>
article-divider <box>395 2081 477 2083</box>
article-divider <box>6 573 99 576</box>
article <box>302 650 386 930</box>
body-texture: Lorem ipsum dolor sit amet consectetur adipiscing elit sed do eiusmod tempor incididunt ut labore et dolore magna aliqua ut enim ad minim veniam quis nostrud exercitation ullamco laboris nisi ut aliquip ex ea commodo consequat duis aute irure dolor in reprehenderit in voluptate velit esse cillum dolore eu fugiat nulla pariatur Lorem ipsum dolor sit amet consectetur adipiscing elit sed do eiusmod tempor incididunt ut labore et dolore magna aliqua ut enim ad minim veniam quis nostrud exercitation ullamco laboris nisi ut aliquip ex ea commodo consequat duis aute irure dolor in reprehenderit in voluptate velit esse cillum dolore eu fugiat nulla pariatur Lorem ipsum dolor sit amet consectetur adipiscing elit sed do eiusmod tempor incididunt ut labore et dolore magna aliqua ut enim ad minim veniam quis nostrud exercitation ullamco laboris nisi ut aliquip ex ea commodo consequat duis aute irure dolor in reprehenderit in voluptate velit esse cillum dolore eu fugiat nulla pariatur <box>109 1212 203 1386</box>
article-body: The success attending the recent visit of the Glad Eye Company to Wellington has encouraged Mr. Rosemont Smith to present Miss Ethel Dane. <box>487 310 572 336</box>
article-subhead: TROOPERS IMPRISONED FOR MISSING THEIR PASSAGE. <box>489 567 569 589</box>
body-texture: Lorem ipsum dolor sit amet consectetur adipiscing elit sed do eiusmod tempor incididunt ut labore et dolore magna aliqua ut enim ad minim veniam quis nostrud exercitation ullamco laboris nisi ut aliquip ex ea commodo consequat duis aute irure dolor in reprehenderit in voluptate velit esse cillum dolore eu fugiat nulla pariatur <box>668 41 803 81</box>
body-texture: Lorem ipsum dolor sit amet consectetur adipiscing elit sed do eiusmod tempor incididunt ut labore et dolore magna aliqua ut enim ad minim veniam quis nostrud exercitation ullamco laboris nisi ut aliquip ex ea commodo consequat duis aute irure dolor in reprehenderit in voluptate velit esse cillum dolore eu fugiat nulla pariatur Lorem ipsum dolor sit amet consectetur adipiscing elit sed do eiusmod tempor incididunt ut labore et dolore magna aliqua ut enim ad minim veniam quis nostrud exercitation ullamco laboris nisi ut aliquip ex ea commodo consequat duis aute irure dolor in reprehenderit in voluptate velit esse cillum dolore eu fugiat nulla pariatur Lorem ipsum dolor sit amet consectetur adipiscing elit sed do eiusmod tempor incididunt ut labore et dolore magna aliqua ut enim ad minim veniam quis nostrud exercitation ullamco laboris nisi ut aliquip ex ea commodo consequat duis aute irure dolor in reprehenderit in voluptate velit esse cillum dolore eu fugiat nulla pariatur <box>302 1015 386 1208</box>
article-divider <box>670 193 802 195</box>
body-texture: Lorem ipsum dolor sit amet consectetur adipiscing elit sed do eiusmod tempor incididunt ut labore et dolore magna aliqua ut enim ad minim veniam quis nostrud exercitation ullamco laboris nisi ut aliquip ex ea commodo consequat duis aute irure dolor in reprehenderit in voluptate velit esse cillum dolore eu fugiat nulla pariatur Lorem ipsum dolor sit amet consectetur adipiscing elit sed do eiusmod tempor incididunt ut labore et dolore magna aliqua ut enim ad minim veniam quis nostrud exercitation ullamco laboris nisi ut aliquip ex ea commodo consequat duis aute irure dolor in reprehenderit in voluptate velit esse cillum dolore eu fugiat nulla pariatur Lorem ipsum dolor sit amet consectetur adipiscing elit sed do eiusmod tempor incididunt ut labore et dolore magna aliqua ut enim ad minim veniam quis nostrud exercitation ullamco laboris nisi ut aliquip ex ea commodo consequat duis aute irure dolor in reprehenderit in voluptate velit esse cillum dolore eu fugiat nulla pariatur <box>302 147 386 341</box>
body-texture: Lorem ipsum dolor sit amet consectetur adipiscing elit sed do eiusmod tempor incididunt ut labore et dolore magna aliqua ut enim ad minim veniam quis nostrud exercitation ullamco laboris nisi ut aliquip ex ea commodo consequat duis aute irure dolor in reprehenderit in voluptate velit esse cillum dolore eu fugiat nulla pariatur Lorem ipsum dolor sit amet consectetur adipiscing elit sed do eiusmod tempor incididunt ut labore et dolore magna aliqua ut enim ad minim veniam quis nostrud exercitation ullamco laboris nisi ut aliquip ex ea commodo consequat duis aute irure dolor in reprehenderit in voluptate velit esse cillum dolore eu fugiat nulla pariatur Lorem ipsum dolor sit amet consectetur adipiscing elit sed do eiusmod tempor incididunt ut labore et dolore magna aliqua ut enim ad minim veniam quis nostrud exercitation ullamco laboris nisi ut aliquip ex ea commodo consequat duis aute irure dolor in reprehenderit in voluptate velit esse cillum dolore eu fugiat nulla pariatur <box>109 132 203 306</box>
article-divider <box>110 591 201 594</box>
article-headline: NEW SOUTH WALES RUGBY LEAGUE <box>306 650 381 685</box>
article <box>487 286 572 531</box>
article <box>302 29 386 342</box>
youngs-collins-ad <box>665 861 805 1195</box>
